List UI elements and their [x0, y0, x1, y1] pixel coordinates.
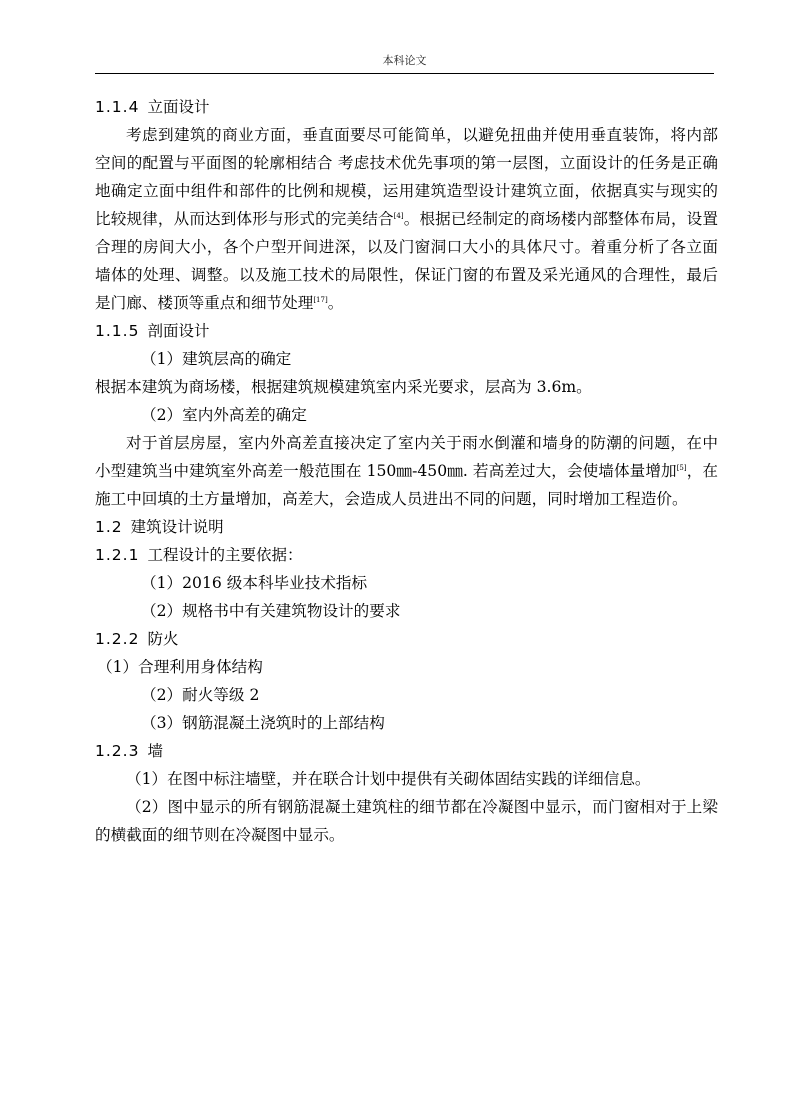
paragraph-text: 。: [327, 294, 344, 312]
heading-number: 1.1.5: [95, 322, 140, 340]
heading-title: 立面设计: [147, 98, 210, 116]
heading-number: 1.1.4: [95, 98, 140, 116]
list-item: （3）钢筋混凝土浇筑时的上部结构: [141, 714, 385, 732]
paragraph-wall-2: （2）图中显示的所有钢筋混凝土建筑柱的细节都在冷凝图中显示，而门窗相对于上梁的横截面的细节则在冷凝图中显示。: [95, 798, 718, 844]
list-item: （2）规格书中有关建筑物设计的要求: [141, 602, 401, 620]
list-item: （1）合理利用身体结构: [97, 658, 263, 676]
body-content: [95, 93, 718, 849]
list-item: （2）耐火等级 2: [141, 686, 260, 704]
paragraph-elevation-design: [95, 121, 718, 317]
heading-number: 1.2.3: [95, 742, 140, 760]
heading-1-1-4: [95, 93, 718, 121]
heading-1-1-5: [95, 317, 718, 345]
header-rule: [95, 73, 714, 74]
paragraph-text: 考虑到建筑的商业方面，垂直面要尽可能简单，以避免扭曲并使用垂直装饰，将内部空间的配置与平面图的轮廓相结合 考虑技术优先事项的第一层图，立面设计的任务是正确地确定立面中组件和部件的比例和规模，运用建筑造型设计建筑立面，依据真实与现实的比较规律，从而达到体形与形式的完美结合: [95, 126, 718, 228]
heading-title: 建筑设计说明: [130, 518, 224, 536]
citation-ref: [4]: [393, 212, 404, 220]
paragraph-wall-1: （1）在图中标注墙壁，并在联合计划中提供有关砌体固结实践的详细信息。: [126, 770, 651, 788]
paragraph-text: 对于首层房屋，室内外高差直接决定了室内关于雨水倒灌和墙身的防潮的问题，在中小型建筑当中建筑室外高差一般范围在 150㎜-450㎜. 若高差过大，会使墙体量增加: [95, 434, 718, 480]
list-item: （2）室内外高差的确定: [141, 406, 307, 424]
heading-title: 防火: [147, 630, 179, 648]
citation-ref: [17]: [313, 296, 328, 304]
paragraph-text: 。根据已经制定的商场楼内部整体布局，设置合理的房间大小，各个户型开间进深，以及门窗洞口大小的具体尺寸。着重分析了各立面墙体的处理、调整。以及施工技术的局限性，保证门窗的布置及采光通风的合理性，最后是门廊、楼顶等重点和细节处理: [95, 210, 718, 312]
paragraph-height-difference: [95, 429, 718, 513]
list-item: （1）2016 级本科毕业技术指标: [141, 574, 368, 592]
heading-title: 墙: [147, 742, 163, 760]
running-header: 本科论文: [382, 54, 427, 67]
heading-number: 1.2.2: [95, 630, 140, 648]
heading-number: 1.2: [95, 518, 123, 536]
heading-1-2: [95, 513, 718, 541]
citation-ref: [5]: [676, 464, 687, 472]
paragraph-text: ，在施工中回填的土方量增加，高差大，会造成人员进出不同的问题，同时增加工程造价。: [95, 462, 718, 508]
heading-title: 剖面设计: [147, 322, 210, 340]
text-line: 根据本建筑为商场楼，根据建筑规模建筑室内采光要求，层高为 3.6m。: [95, 378, 592, 396]
heading-number: 1.2.1: [95, 546, 140, 564]
heading-1-2-1: [95, 541, 718, 569]
heading-1-2-2: [95, 625, 718, 653]
list-item: （1）建筑层高的确定: [141, 350, 292, 368]
heading-1-2-3: [95, 737, 718, 765]
heading-title: 工程设计的主要依据：: [147, 546, 303, 564]
